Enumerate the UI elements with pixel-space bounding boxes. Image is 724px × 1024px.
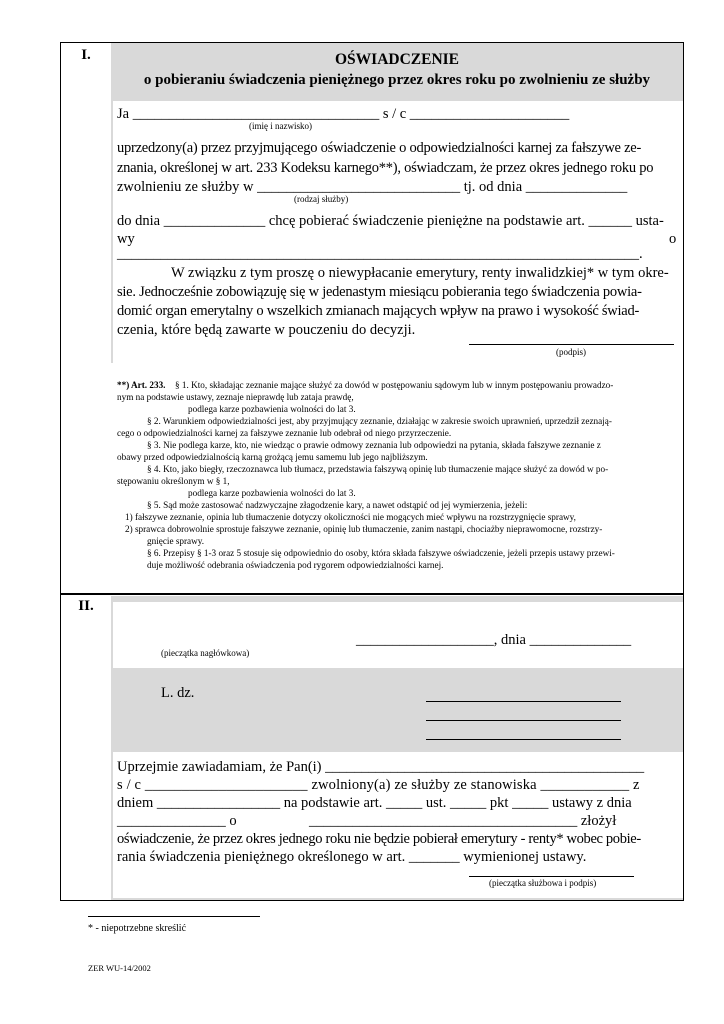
section-2-number: II. bbox=[78, 598, 94, 614]
service-caption: (rodzaj służby) bbox=[294, 194, 349, 204]
notice-line4a[interactable]: _______________ o bbox=[117, 813, 237, 829]
ldz-line-3[interactable] bbox=[426, 739, 621, 740]
footnote: * - niepotrzebne skreślić bbox=[88, 923, 187, 934]
article-line: gnięcie sprawy. bbox=[147, 536, 205, 546]
ldz-label: L. dz. bbox=[161, 685, 195, 701]
article-line: § 3. Nie podlega karze, kto, nie wiedząc o prawie odmowy zeznania lub odpowiedzi na pytania, składa fałszywe zeznanie z bbox=[147, 440, 601, 450]
act-row-right: o bbox=[669, 231, 677, 247]
act-name-line[interactable]: ________________________________________________________________________. bbox=[117, 246, 643, 262]
article-line: stępowaniu określonym w § 1, bbox=[117, 476, 230, 486]
form-code: ZER WU-14/2002 bbox=[88, 963, 151, 973]
article-line: obawy przed odpowiedzialnością karną grożącą jemu samemu lub jego najbliższym. bbox=[117, 452, 428, 462]
article-line: cego o odpowiedzialności karnej za fałszywe zeznanie lub odebrał od niego przyrzeczenie. bbox=[117, 428, 452, 438]
header-stamp-caption: (pieczątka nagłówkowa) bbox=[161, 648, 250, 658]
name-caption: (imię i nazwisko) bbox=[249, 121, 312, 131]
form-frame bbox=[60, 42, 684, 901]
article-line: nym na podstawie ustawy, zeznaje nieprawdę lub zataja prawdę, bbox=[117, 392, 354, 402]
date-row[interactable]: do dnia ______________ chcę pobierać świadczenie pieniężne na podstawie art. ______ usta- bbox=[117, 213, 664, 229]
section-1 bbox=[61, 43, 683, 594]
section-2 bbox=[61, 594, 683, 900]
place-date-row[interactable]: ___________________, dnia ______________ bbox=[356, 632, 632, 648]
article-line: duje możliwość odebrania oświadczenia pod rygorem odpowiedzialności karnej. bbox=[147, 560, 444, 570]
para2-line4: czenia, które będą zawarte w pouczeniu do decyzji. bbox=[117, 322, 416, 338]
notice-line5: oświadczenie, że przez okres jednego roku nie będzie pobierał emerytury - renty* wobec pobie- bbox=[117, 831, 641, 847]
article-line: § 1. Kto, składając zeznanie mające służyć za dowód w postępowaniu sądowym lub w innym postępowaniu prowadzo- bbox=[175, 380, 614, 390]
form-subtitle: o pobieraniu świadczenia pieniężnego przez okres roku po zwolnieniu ze służby bbox=[143, 72, 651, 88]
article-line: podlega karze pozbawienia wolności do lat 3. bbox=[188, 488, 356, 498]
official-signature-line[interactable] bbox=[469, 876, 634, 877]
act-row-left: wy bbox=[117, 231, 135, 247]
para1-line2: znania, określonej w art. 233 Kodeksu karnego**), oświadczam, że przez okres jednego roku po bbox=[117, 160, 654, 176]
ldz-line-1[interactable] bbox=[426, 701, 621, 702]
para2-line3: domić organ emerytalny o wszelkich zmianach mających wpływ na prawo i wysokość świad- bbox=[117, 303, 640, 319]
notice-line6[interactable]: rania świadczenia pieniężnego określonego w art. _______ wymienionej ustawy. bbox=[117, 849, 587, 865]
notice-line3[interactable]: dniem _________________ na podstawie art. _____ ust. _____ pkt _____ ustawy z dnia bbox=[117, 795, 632, 811]
footnote-rule bbox=[88, 916, 260, 917]
article-line: podlega karze pozbawienia wolności do lat 3. bbox=[188, 404, 356, 414]
article-line: § 4. Kto, jako biegły, rzeczoznawca lub tłumacz, przedstawia fałszywą opinię lub tłumaczenie mające służyć za dowód w po- bbox=[147, 464, 609, 474]
signature-caption: (podpis) bbox=[556, 347, 586, 357]
notice-line2[interactable]: s / c ______________________ zwolniony(a) ze służby ze stanowiska ____________ z bbox=[117, 777, 640, 793]
article-line: 1) fałszywe zeznanie, opinia lub tłumaczenie dotyczy okoliczności nie mogących mieć wpływu na rozstrzygnięcie sprawy, bbox=[125, 512, 576, 522]
article-line: 2) sprawca dobrowolnie sprostuje fałszywe zeznanie, opinię lub tłumaczenie, zanim nastąpi, chociażby nieprawomocne, rozstrzy- bbox=[125, 524, 603, 534]
form-title: OŚWIADCZENIE bbox=[334, 51, 460, 68]
name-row[interactable]: Ja __________________________________ s / c ______________________ bbox=[117, 106, 570, 122]
service-row[interactable]: zwolnieniu ze służby w ____________________________ tj. od dnia ______________ bbox=[117, 179, 628, 195]
notice-line1[interactable]: Uprzejmie zawiadamiam, że Pan(i) ____________________________________________ bbox=[117, 759, 645, 775]
para2-line2: sie. Jednocześnie zobowiązuję się w jedenastym miesiącu pobierania tego świadczenia powia- bbox=[117, 284, 642, 300]
section-1-number: I. bbox=[81, 47, 91, 63]
signature-line[interactable] bbox=[469, 344, 674, 345]
article-line: § 5. Sąd może zastosować nadzwyczajne złagodzenie kary, a nawet odstąpić od jej wymierzenia, jeżeli: bbox=[147, 500, 528, 510]
ldz-line-2[interactable] bbox=[426, 720, 621, 721]
notice-line4b[interactable]: _____________________________________ złożył bbox=[309, 813, 617, 829]
official-stamp-caption: (pieczątka służbowa i podpis) bbox=[489, 878, 597, 888]
article-heading: **) Art. 233. bbox=[117, 380, 166, 390]
para2-line1: W związku z tym proszę o niewypłacanie emerytury, renty inwalidzkiej* w tym okre- bbox=[171, 265, 669, 281]
section-divider bbox=[60, 594, 684, 595]
article-line: § 2. Warunkiem odpowiedzialności jest, aby przyjmujący zeznanie, działając w zakresie swoich uprawnień, uprzedził zeznają- bbox=[147, 416, 612, 426]
para1-line1: uprzedzony(a) przez przyjmującego oświadczenie o odpowiedzialności karnej za fałszywe ze- bbox=[117, 140, 642, 156]
article-line: § 6. Przepisy § 1-3 oraz 5 stosuje się odpowiednio do osoby, która składa fałszywe oświadczenie, jeżeli przepis ustawy przewi- bbox=[147, 548, 615, 558]
